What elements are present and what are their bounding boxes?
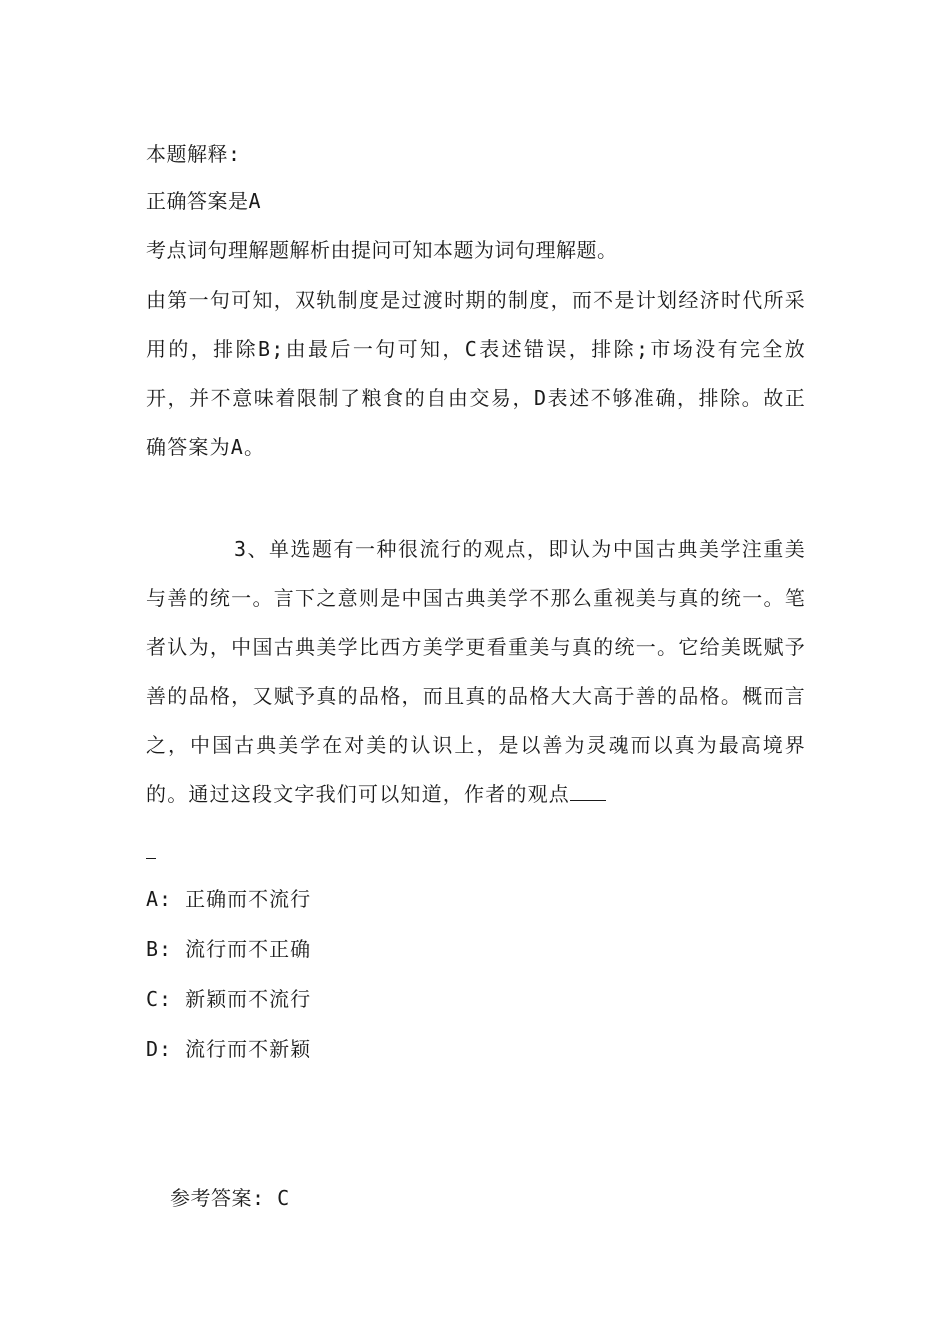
option-b-text: 流行而不正确 (185, 937, 312, 961)
question-text: 3、单选题有一种很流行的观点，即认为中国古典美学注重美与善的统一。言下之意则是中国古典美学不那么重视美与真的统一。笔者认为，中国古典美学比西方美学更看重美与真的统一。它给美既赋予善的品格，又赋予真的品格，而且真的品格大大高于善的品格。概而言之，中国古典美学在对美的认识上，是以善为灵魂而以真为最高境界的。通过这段文字我们可以知道，作者的观点 (146, 537, 806, 806)
option-d-text: 流行而不新颖 (185, 1037, 312, 1061)
option-b-label: B: (146, 937, 173, 961)
correct-answer-line: 正确答案是A (146, 189, 262, 213)
option-d-label: D: (146, 1037, 173, 1061)
option-a-label: A: (146, 887, 173, 911)
answer-blank-continuation (146, 858, 156, 859)
reference-answer: 参考答案: C (170, 1186, 290, 1210)
explanation-heading: 本题解释: (146, 142, 241, 166)
option-c-text: 新颖而不流行 (185, 987, 312, 1011)
option-c-label: C: (146, 987, 173, 1011)
option-c (146, 985, 311, 1013)
question-stem (146, 525, 806, 819)
option-a (146, 885, 311, 913)
option-d (146, 1035, 311, 1063)
answer-blank (570, 780, 606, 801)
option-a-text: 正确而不流行 (185, 887, 312, 911)
option-b (146, 935, 311, 963)
explanation-body: 由第一句可知，双轨制度是过渡时期的制度，而不是计划经济时代所采用的，排除B;由最后一句可知，C表述错误，排除;市场没有完全放开，并不意味着限制了粮食的自由交易，D表述不够准确，排除。故正确答案为A。 (146, 288, 806, 459)
exam-point-line: 考点词句理解题解析由提问可知本题为词句理解题。 (146, 238, 618, 262)
